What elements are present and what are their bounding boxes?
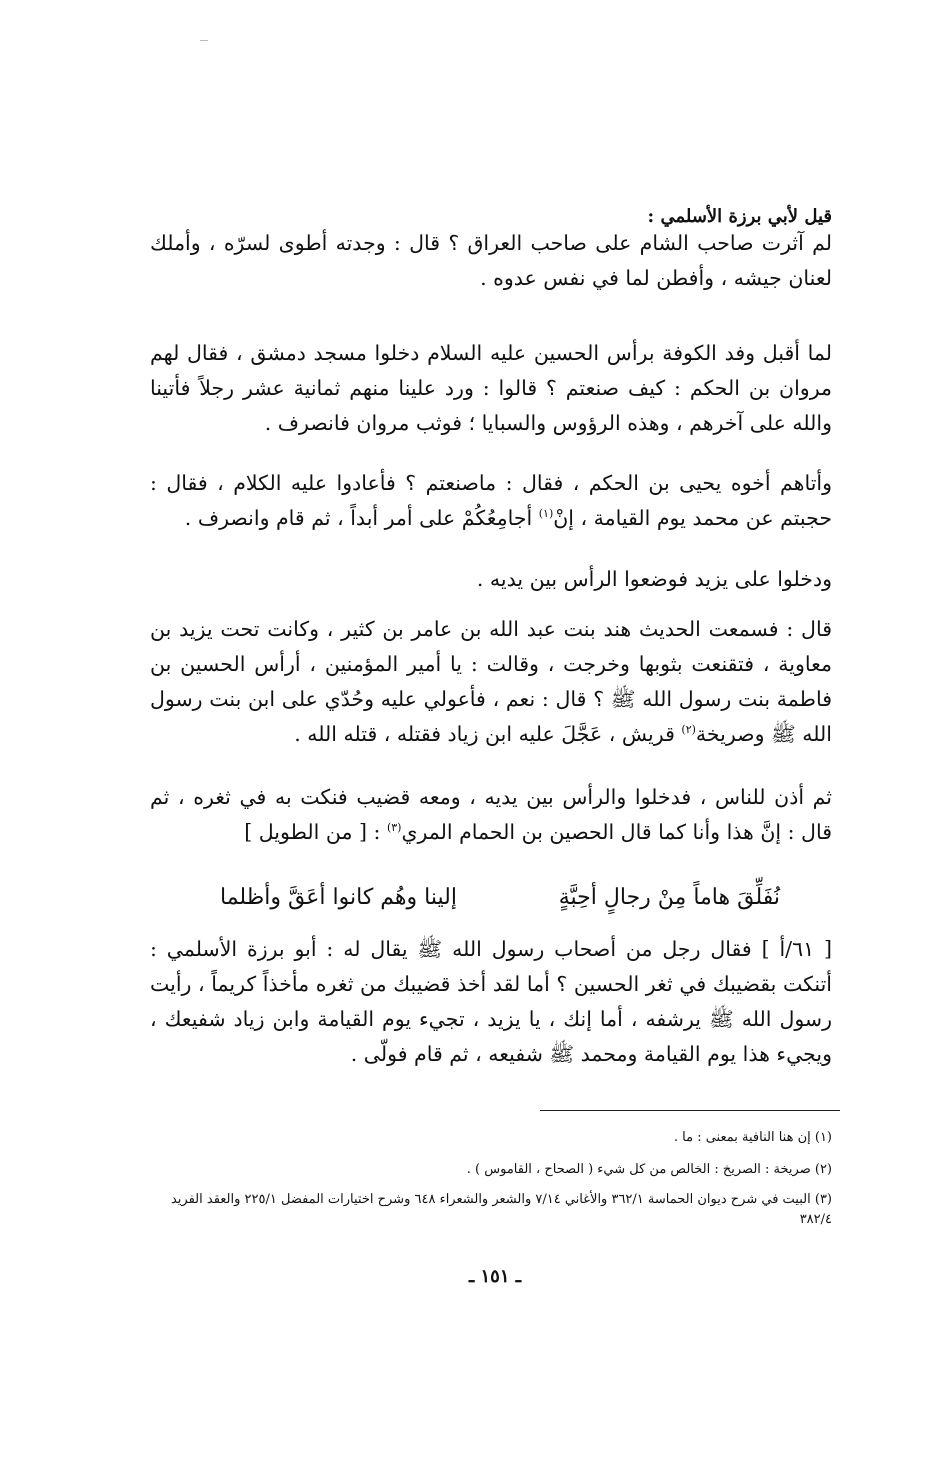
- paragraph-2: لما أقبل وفد الكوفة برأس الحسين عليه السلام دخلوا مسجد دمشق ، فقال لهم مروان بن الحكم : كيف صنعتم ؟ قالوا : ورد علينا منهم ثمانية عشر رجلاً فأتينا والله على آخرهم ، وهذه الرؤوس والسبايا ؛ فوثب مروان فانصرف .: [150, 341, 832, 435]
- page-number: ـ ١٥١ ـ: [468, 1266, 522, 1287]
- verse-second-hemistich: إلينا وهُم كانوا أعَقَّ وأظلما: [220, 885, 457, 910]
- footnote-3: (٣) البيت في شرح ديوان الحماسة ٣٦٢/١ والأغاني ٧/١٤ والشعر والشعراء ٦٤٨ وشرح اختيارات المفضل ٢٢٥/١ والعقد الفريد ٣٨٢/٤: [170, 1192, 832, 1227]
- paragraph-6-text: ثم أذن للناس ، فدخلوا والرأس بين يديه ، ومعه قضيب فنكت به في ثغره ، ثم قال : إنَّ هذا وأنا كما قال الحصين بن الحمام المري: [150, 785, 832, 844]
- paragraph-6-tail: : [ من الطويل ]: [244, 820, 381, 844]
- footnote-ref-3: (٣): [386, 821, 402, 835]
- footnote-1: (١) إن هنا النافية بمعنى : ما .: [673, 1130, 832, 1145]
- document-page: [150, 0, 840, 1476]
- footnote-divider: [540, 1110, 840, 1111]
- poem-verse: [220, 880, 780, 916]
- paragraph-3-text: وأتاهم أخوه يحيى بن الحكم ، فقال : ماصنعتم ؟ فأعادوا عليه الكلام ، فقال : حجبتم عن محمد يوم القيامة ، إنْ: [150, 471, 832, 530]
- verse-first-hemistich: نُفَلِّقَ هاماً مِنْ رجالٍ أحِبَّةٍ: [558, 885, 780, 910]
- paragraph-5-tail: قريش ، عَجَّلَ عليه ابن زياد فقتله ، قتله الله .: [294, 722, 675, 746]
- paragraph-4: ودخلوا على يزيد فوضعوا الرأس بين يديه .: [476, 567, 832, 591]
- footnote-ref-1: (١): [538, 507, 554, 521]
- paragraph-5: [150, 612, 832, 752]
- footnote-2: (٢) صريخة : الصريخ : الخالص من كل شيء ( الصحاح ، القاموس ) .: [466, 1162, 832, 1177]
- paragraph-6: [150, 780, 832, 850]
- paragraph-5-text: قال : فسمعت الحديث هند بنت عبد الله بن عامر بن كثير ، وكانت تحت يزيد بن معاوية ، فتقنعت بثوبها وخرجت ، وقالت : يا أمير المؤمنين ، أرأس الحسين بن فاطمة بنت رسول الله ﷺ ؟ قال : نعم ، فأعولي عليه وحُدّي على ابن بنت رسول الله ﷺ وصريخة: [150, 617, 832, 746]
- paragraph-7: [ ٦١/أ ] فقال رجل من أصحاب رسول الله ﷺ يقال له : أبو برزة الأسلمي : أتنكت بقضيبك في ثغر الحسين ؟ أما لقد أخذ قضيبك من ثغره مأخذاً كريماً ، رأيت رسول الله ﷺ يرشفه ، أما إنك ، يا يزيد ، تجيء يوم القيامة وابن زياد شفيعك ، ويجيء هذا يوم القيامة ومحمد ﷺ شفيعه ، ثم قام فولّى .: [150, 937, 832, 1066]
- paragraph-3-tail: أجامِعُكُمْ على أمر أبداً ، ثم قام وانصرف .: [184, 506, 533, 530]
- paragraph-3: [150, 466, 832, 536]
- section-heading: قيل لأبي برزة الأسلمي :: [647, 206, 832, 227]
- paragraph-1: لم آثرت صاحب الشام على صاحب العراق ؟ قال : وجدته أطوى لسرّه ، وأملك لعنان جيشه ، وأفطن لما في نفس عدوه .: [150, 231, 832, 290]
- footnote-ref-2: (٢): [681, 723, 696, 737]
